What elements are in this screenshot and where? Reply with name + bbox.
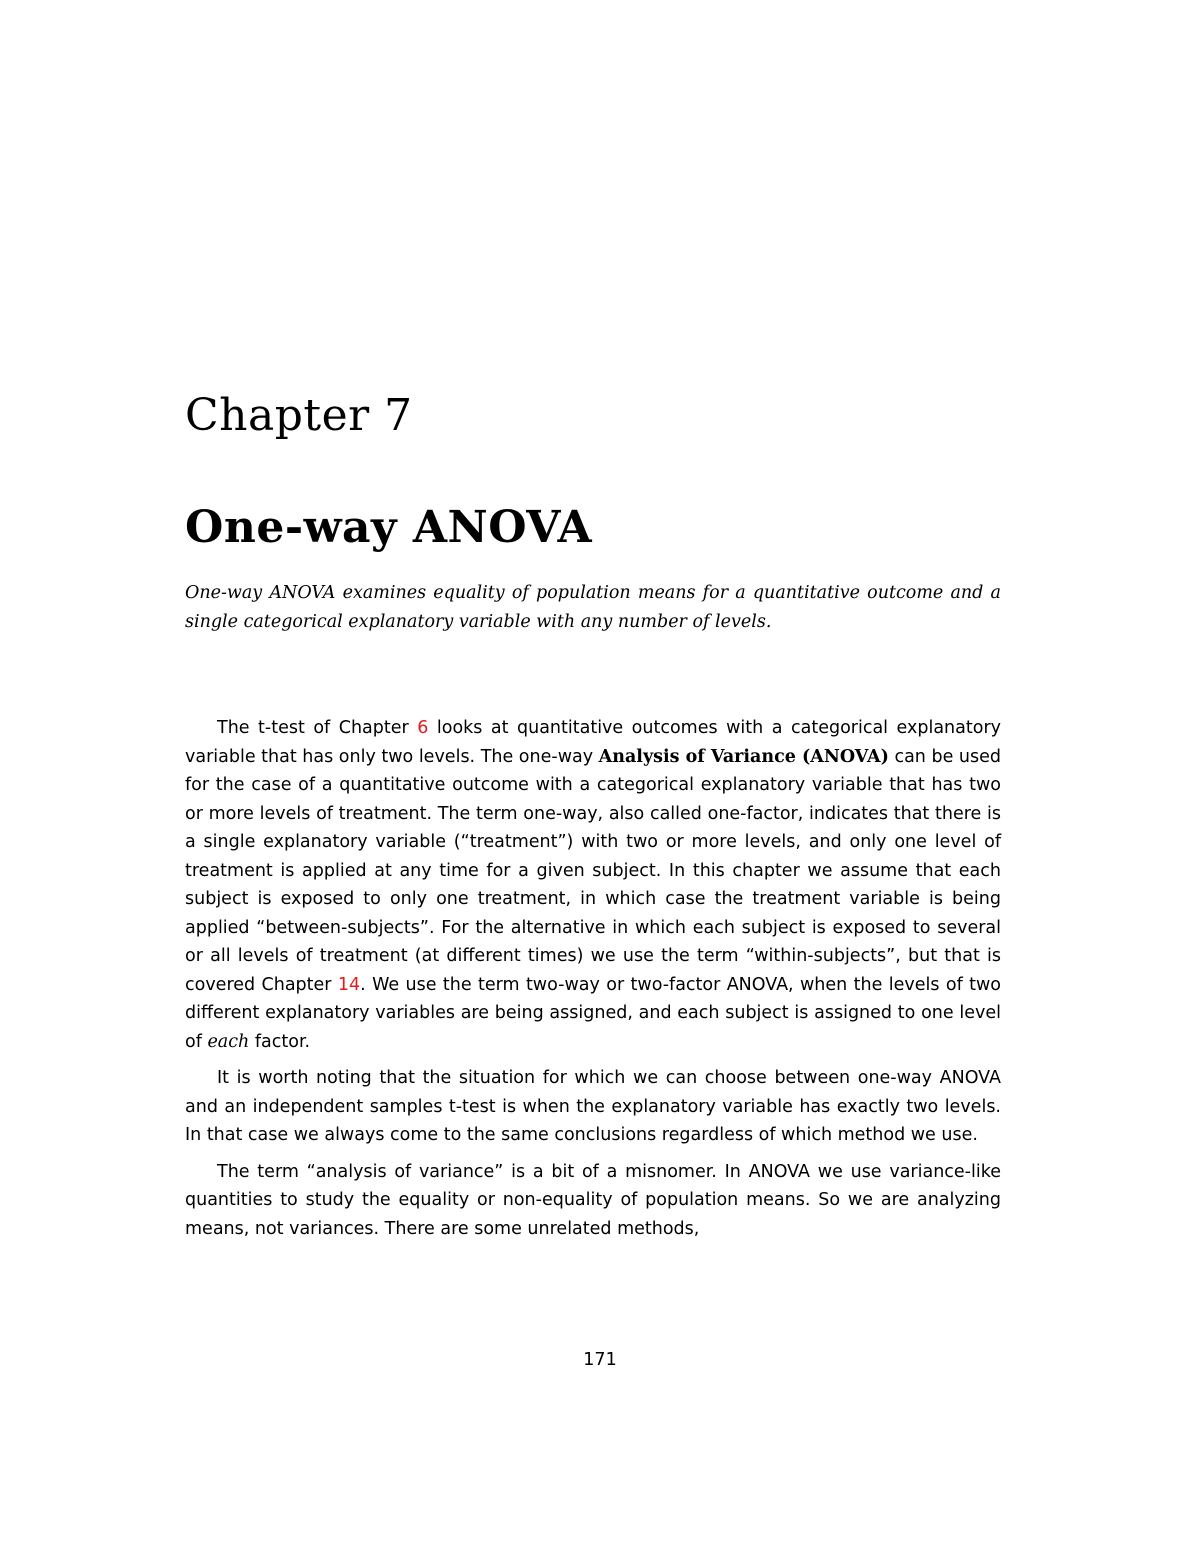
chapter-14-link[interactable]: 14 (337, 974, 361, 995)
chapter-abstract: One-way ANOVA examines equality of population means for a quantitative outcome and a single categorical explanatory variable with any number of levels. (185, 583, 1001, 632)
paragraph-1-text-1: The t-test of Chapter (217, 718, 418, 738)
page-number: 171 (583, 1350, 617, 1370)
paragraph-3: The term “analysis of variance” is a bit of a misnomer. In ANOVA we use variance-like quantities to study the equality or non-equality of population means. So we are analyzing means, not variances. There are some unrelated methods, (185, 1161, 1001, 1239)
term-anova-bold: Analysis of Variance (ANOVA) (598, 746, 889, 767)
chapter-number: Chapter 7 (185, 390, 413, 441)
body-text (185, 714, 1001, 1251)
paragraph-1-text-2: looks at quantitative outcomes with a categorical explanatory variable that has only two levels. The one-way (185, 718, 1001, 767)
chapter-6-link[interactable]: 6 (417, 718, 429, 738)
paragraph-1-text-4: . We use the term two-way or two-factor ANOVA, when the levels of two different explanatory variables are being assigned, and each subject is assigned to one level of (185, 974, 1001, 1052)
chapter-title: One-way ANOVA (185, 502, 593, 553)
paragraph-1 (185, 714, 1001, 1056)
paragraph-2: It is worth noting that the situation for which we can choose between one-way ANOVA and an independent samples t-test is when the explanatory variable has exactly two levels. In that case we always come to the same conclusions regardless of which method we use. (185, 1068, 1001, 1145)
paragraph-1-text-5: factor. (249, 1031, 311, 1052)
paragraph-1-text-3: can be used for the case of a quantitative outcome with a categorical explanatory variable that has two or more levels of treatment. The term one-way, also called one-factor, indicates that there is a single explanatory variable (“treatment”) with two or more levels, and only one level of treatment is applied at any time for a given subject. In this chapter we assume that each subject is exposed to only one treatment, in which case the treatment variable is being applied “between-subjects”. For the alternative in which each subject is exposed to several or all levels of treatment (at different times) we use the term “within-subjects”, but that is covered Chapter (185, 746, 1001, 995)
emphasis-each: each (207, 1031, 250, 1052)
